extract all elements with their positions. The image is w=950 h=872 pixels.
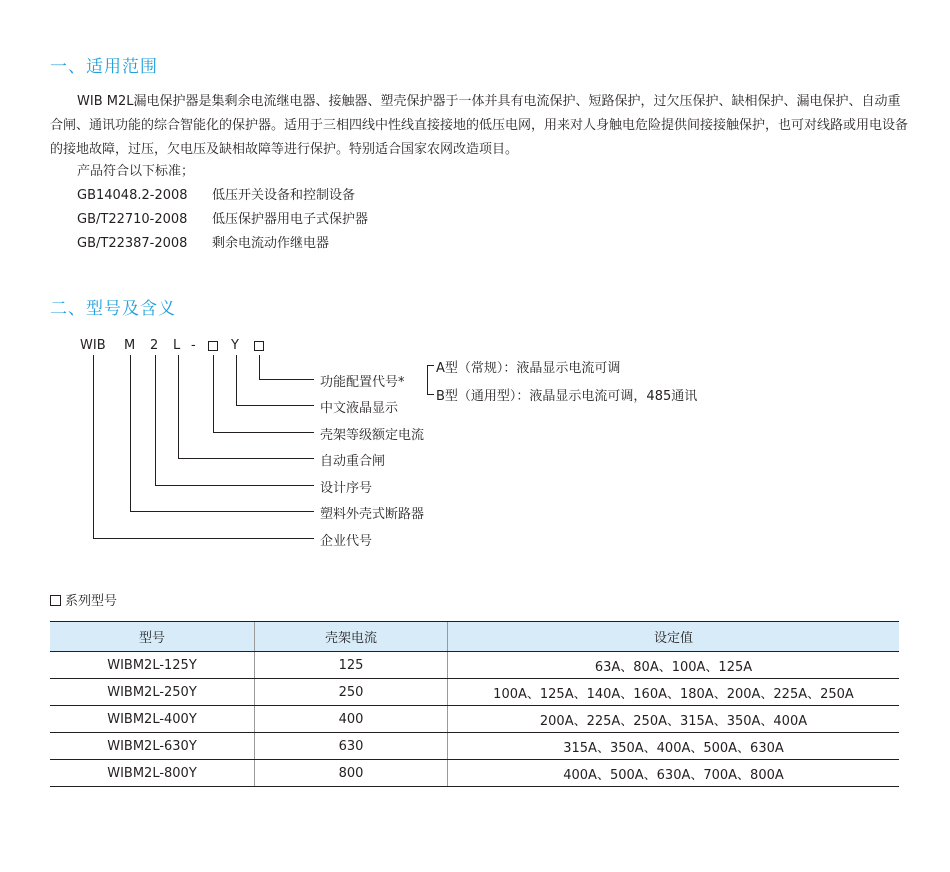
placeholder-box-current [208,341,218,351]
standard-code: GB/T22387-2008 [77,236,188,251]
section-title-model: 二、型号及含义 [50,299,176,319]
leader-line [93,538,314,539]
cell-model: WIBM2L-250Y [50,679,255,706]
standards-intro: 产品符合以下标准； [77,164,195,179]
standard-name: 低压开关设备和控制设备 [212,188,356,203]
leader-line [213,355,214,432]
cell-setting: 100A、125A、140A、160A、180A、200A、225A、250A [448,679,900,706]
series-title [50,590,117,609]
option-b: B型（通用型）：液晶显示电流可调，485通讯 [436,389,698,404]
leader-line [155,485,314,486]
leader-line [213,432,314,433]
standard-code: GB14048.2-2008 [77,188,188,203]
label-mccb: 塑料外壳式断路器 [320,507,425,522]
square-icon [50,595,61,606]
option-bracket [427,394,434,395]
leader-line [259,355,260,379]
standard-item [77,184,355,203]
label-frame-current: 壳架等级额定电流 [320,428,425,443]
cell-model: WIBM2L-800Y [50,760,255,787]
cell-model: WIBM2L-400Y [50,706,255,733]
option-bracket [427,365,428,395]
leader-line [178,355,179,458]
table-row [50,706,899,733]
code-part-m: M [124,338,136,353]
cell-frame: 250 [255,679,448,706]
table-header-row [50,622,899,652]
code-part-dash: - [191,338,196,353]
code-part-y: Y [231,338,239,353]
leader-line [130,511,314,512]
leader-line [155,355,156,485]
code-part-l: L [173,338,181,353]
table-row [50,760,899,787]
leader-line [130,355,131,511]
leader-line [93,355,94,538]
standard-name: 低压保护器用电子式保护器 [212,212,369,227]
cell-frame: 630 [255,733,448,760]
cell-setting: 400A、500A、630A、700A、800A [448,760,900,787]
leader-line [236,355,237,405]
leader-line [259,379,314,380]
placeholder-box-function [254,341,264,351]
table-row [50,652,899,679]
leader-line [236,405,314,406]
standard-code: GB/T22710-2008 [77,212,188,227]
col-header-setting: 设定值 [448,622,900,652]
code-part-2: 2 [150,338,159,353]
section-title-scope: 一、适用范围 [50,57,158,77]
cell-setting: 315A、350A、400A、500A、630A [448,733,900,760]
table-row [50,679,899,706]
standard-item [77,232,329,251]
cell-setting: 200A、225A、250A、315A、350A、400A [448,706,900,733]
label-auto-reclose: 自动重合闸 [320,454,386,469]
cell-frame: 800 [255,760,448,787]
cell-frame: 125 [255,652,448,679]
label-company-code: 企业代号 [320,534,373,549]
option-a: A型（常规）：液晶显示电流可调 [436,361,621,376]
label-function-code: 功能配置代号* [320,375,405,390]
leader-line [178,458,314,459]
scope-paragraph [50,90,910,162]
option-bracket [427,365,434,366]
cell-model: WIBM2L-125Y [50,652,255,679]
code-part-wib: WIB [80,338,106,353]
label-lcd-display: 中文液晶显示 [320,401,399,416]
cell-model: WIBM2L-630Y [50,733,255,760]
series-title-text: 系列型号 [65,594,118,609]
scope-text: WIB M2L漏电保护器是集剩余电流继电器、接触器、塑壳保护器于一体并具有电流保护、短路保护，过欠压保护、缺相保护、漏电保护、自动重合闸、通讯功能的综合智能化的保护器。适用于三相四线中性线直接接地的低压电网，用来对人身触电危险提供间接接触保护，也可对线路或用电设备的接地故障，过压，欠电压及缺相故障等进行保护。特别适合国家农网改造项目。 [50,94,909,157]
label-design-no: 设计序号 [320,481,373,496]
col-header-model: 型号 [50,622,255,652]
standard-item [77,208,368,227]
cell-frame: 400 [255,706,448,733]
standard-name: 剩余电流动作继电器 [212,236,330,251]
col-header-frame: 壳架电流 [255,622,448,652]
table-row [50,733,899,760]
cell-setting: 63A、80A、100A、125A [448,652,900,679]
series-table [50,621,899,787]
